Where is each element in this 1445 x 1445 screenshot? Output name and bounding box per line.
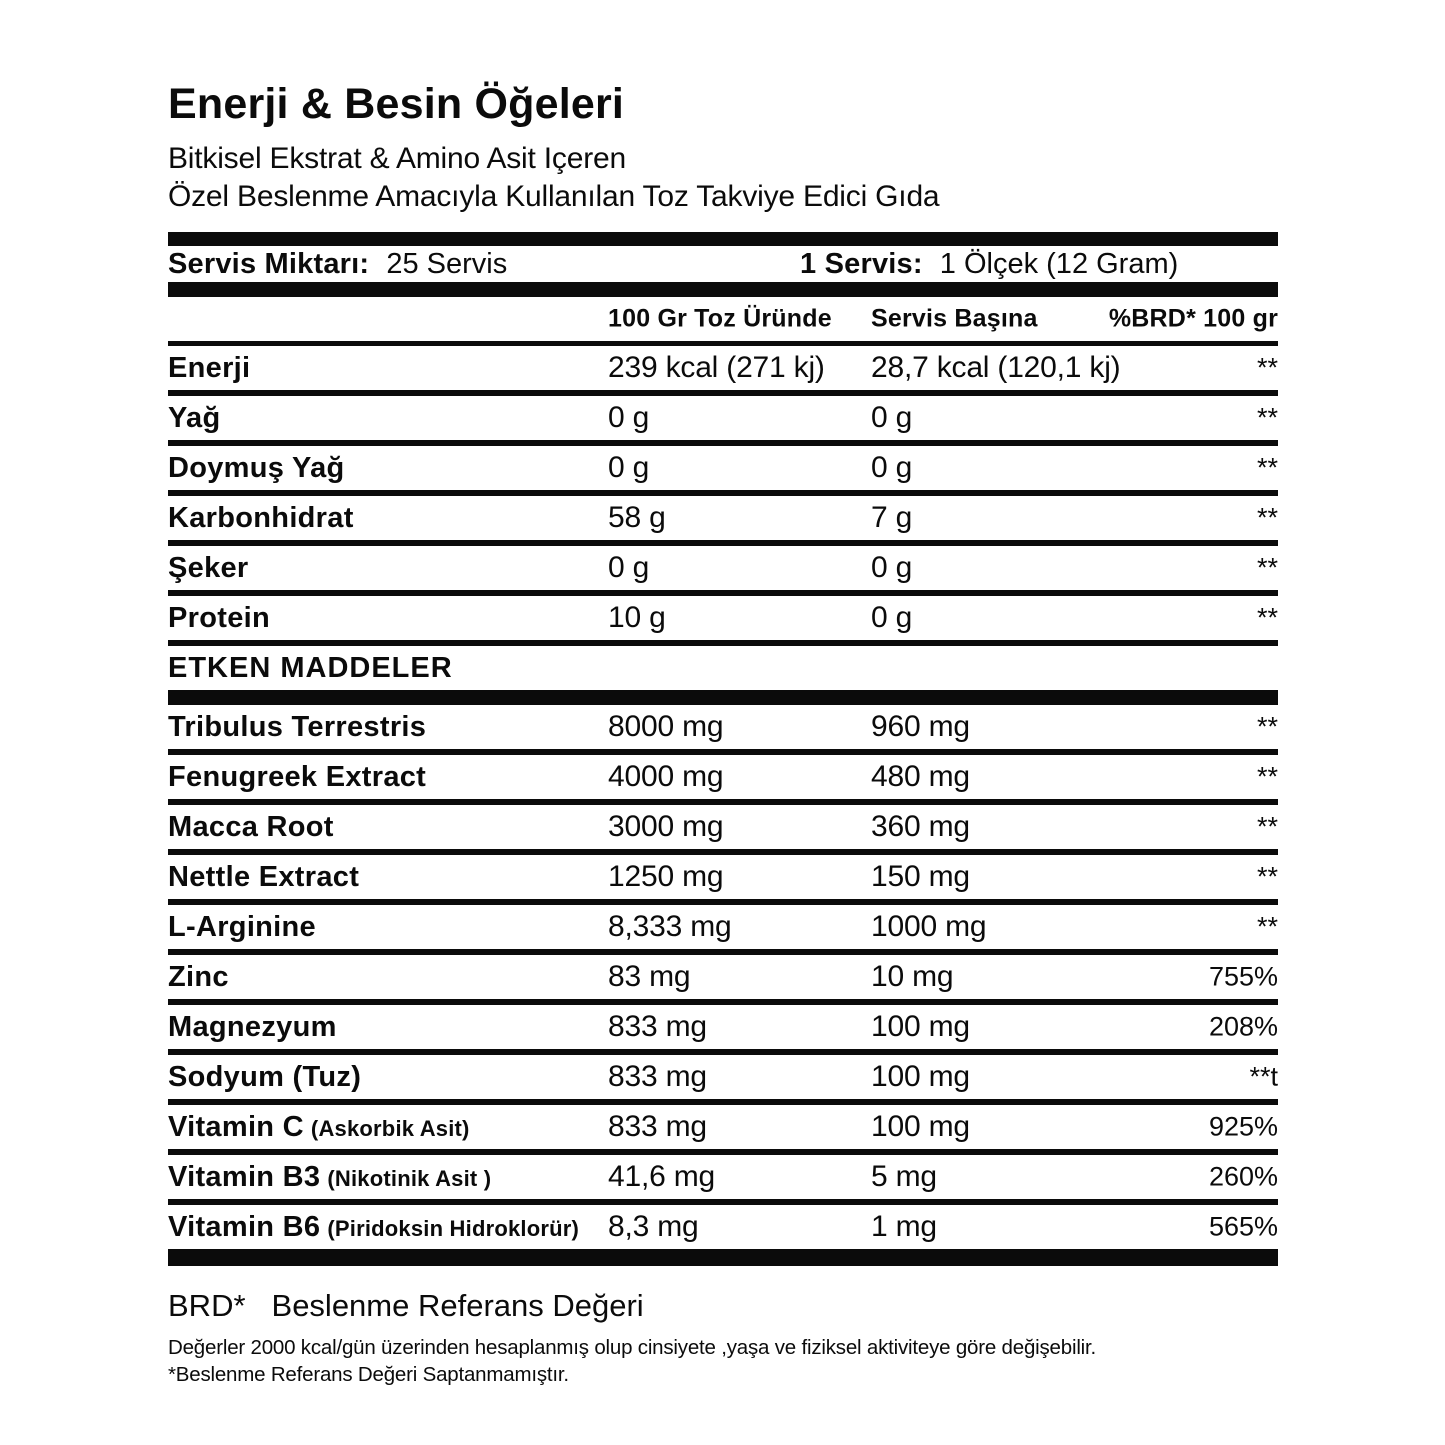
row-label: Vitamin C xyxy=(168,1110,304,1143)
row-label-cell xyxy=(168,711,433,744)
section-divider-bar xyxy=(168,690,1278,705)
row-brd-value: ** xyxy=(1256,911,1278,942)
row-label: Macca Root xyxy=(168,810,334,843)
row-label: Fenugreek Extract xyxy=(168,760,427,793)
row-label: Doymuş Yağ xyxy=(168,451,345,484)
table-row xyxy=(168,1105,1278,1149)
row-brd-value: 208% xyxy=(1208,1011,1278,1042)
row-per-serving-value: 480 mg xyxy=(871,760,970,793)
row-label-cell xyxy=(168,402,228,435)
row-brd-value: ** xyxy=(1256,552,1278,583)
row-per-serving-value: 5 mg xyxy=(871,1160,937,1193)
serving-count-group xyxy=(168,248,507,281)
nutrition-label xyxy=(168,0,1278,1388)
row-brd-value: ** xyxy=(1256,452,1278,483)
row-per-serving-value: 100 mg xyxy=(871,1110,970,1143)
row-brd-value: ** xyxy=(1256,402,1278,433)
row-per-100g-value: 8000 mg xyxy=(608,710,724,743)
row-per-100g-value: 3000 mg xyxy=(608,810,724,843)
row-brd-value: 925% xyxy=(1208,1111,1278,1142)
row-per-serving-value: 7 g xyxy=(871,501,913,534)
row-per-100g-value: 239 kcal (271 kj) xyxy=(608,351,825,384)
serving-count-value: 25 Servis xyxy=(386,247,508,280)
table-row xyxy=(168,396,1278,440)
table-row xyxy=(168,446,1278,490)
brd-definition xyxy=(168,1288,1278,1324)
row-label-cell xyxy=(168,861,366,894)
row-label-cell xyxy=(168,1161,491,1194)
row-label-cell xyxy=(168,1061,368,1094)
row-per-serving-value: 0 g xyxy=(871,551,913,584)
table-row xyxy=(168,705,1278,749)
row-per-100g-value: 833 mg xyxy=(608,1060,707,1093)
row-per-100g-value: 83 mg xyxy=(608,960,691,993)
table-body xyxy=(168,346,1278,1249)
serving-size-label: 1 Servis: xyxy=(800,247,923,280)
table-row xyxy=(168,646,1278,690)
row-label: Şeker xyxy=(168,551,249,584)
row-per-100g-value: 0 g xyxy=(608,451,650,484)
row-label: Tribulus Terrestris xyxy=(168,710,427,743)
row-label: Enerji xyxy=(168,351,251,384)
row-brd-value: 565% xyxy=(1208,1211,1278,1242)
row-label: Karbonhidrat xyxy=(168,501,354,534)
row-label: Nettle Extract xyxy=(168,860,360,893)
row-brd-value: 260% xyxy=(1208,1161,1278,1192)
brd-abbr: BRD* xyxy=(168,1288,246,1323)
row-label-cell xyxy=(168,761,433,794)
row-label: Vitamin B3 xyxy=(168,1160,321,1193)
table-row xyxy=(168,546,1278,590)
row-label-cell xyxy=(168,502,361,535)
row-label-cell xyxy=(168,552,256,585)
row-label-cell xyxy=(168,961,236,994)
row-per-serving-value: 960 mg xyxy=(871,710,970,743)
row-per-serving-value: 1000 mg xyxy=(871,910,987,943)
column-header-per-100g: 100 Gr Toz Üründe xyxy=(608,304,832,333)
row-per-100g-value: 0 g xyxy=(608,551,650,584)
row-label-cell xyxy=(168,452,352,485)
row-per-100g-value: 833 mg xyxy=(608,1110,707,1143)
footnote-daily-values: Değerler 2000 kcal/gün üzerinden hesaplanmış olup cinsiyete ,yaşa ve fiziksel aktiviteye göre değişebilir. xyxy=(168,1336,1097,1359)
row-label-cell xyxy=(168,911,323,944)
row-sublabel: (Nikotinik Asit ) xyxy=(327,1165,492,1191)
row-label-cell xyxy=(168,1011,344,1044)
table-row xyxy=(168,496,1278,540)
table-row xyxy=(168,1155,1278,1199)
subtitle-line-1: Bitkisel Ekstrat & Amino Asit Içeren xyxy=(168,142,626,175)
row-label-cell xyxy=(168,652,460,685)
table-row xyxy=(168,596,1278,640)
serving-info-row xyxy=(168,246,1278,282)
row-brd-value: ** xyxy=(1256,711,1278,742)
row-brd-value: ** xyxy=(1256,861,1278,892)
table-row xyxy=(168,805,1278,849)
row-per-serving-value: 150 mg xyxy=(871,860,970,893)
divider-bar-top xyxy=(168,232,1278,246)
row-label-cell xyxy=(168,1111,470,1144)
row-per-serving-value: 10 mg xyxy=(871,960,954,993)
row-label-cell xyxy=(168,602,277,635)
row-per-100g-value: 41,6 mg xyxy=(608,1160,715,1193)
table-row xyxy=(168,955,1278,999)
row-brd-value: ** xyxy=(1256,761,1278,792)
column-header-brd: %BRD* 100 gr xyxy=(1108,304,1278,333)
row-per-100g-value: 8,3 mg xyxy=(608,1210,699,1243)
footnote-no-reference: *Beslenme Referans Değeri Saptanmamıştır. xyxy=(168,1363,569,1386)
table-row xyxy=(168,1005,1278,1049)
table-row xyxy=(168,1055,1278,1099)
row-sublabel: (Askorbik Asit) xyxy=(310,1115,470,1141)
row-per-serving-value: 1 mg xyxy=(871,1210,937,1243)
row-brd-value: ** xyxy=(1256,602,1278,633)
row-label: Protein xyxy=(168,601,270,634)
serving-size-group xyxy=(800,248,1178,281)
table-header-row xyxy=(168,297,1278,341)
row-label: Zinc xyxy=(168,960,229,993)
row-per-serving-value: 100 mg xyxy=(871,1010,970,1043)
row-label-cell xyxy=(168,811,341,844)
row-brd-value: **t xyxy=(1249,1061,1278,1092)
row-label: Vitamin B6 xyxy=(168,1210,321,1243)
divider-bar-serving xyxy=(168,282,1278,297)
row-label: Magnezyum xyxy=(168,1010,337,1043)
row-per-serving-value: 0 g xyxy=(871,401,913,434)
row-brd-value: ** xyxy=(1256,352,1278,383)
table-row xyxy=(168,855,1278,899)
row-per-100g-value: 833 mg xyxy=(608,1010,707,1043)
column-header-per-serving: Servis Başına xyxy=(871,304,1038,333)
table-row xyxy=(168,346,1278,390)
row-per-serving-value: 0 g xyxy=(871,601,913,634)
row-label-cell xyxy=(168,1211,579,1244)
row-per-serving-value: 0 g xyxy=(871,451,913,484)
page-title: Enerji & Besin Öğeleri xyxy=(168,80,625,128)
row-brd-value: ** xyxy=(1256,502,1278,533)
row-label-cell xyxy=(168,352,257,385)
row-label: Sodyum (Tuz) xyxy=(168,1060,362,1093)
row-per-serving-value: 360 mg xyxy=(871,810,970,843)
row-label: Yağ xyxy=(168,401,221,434)
table-row xyxy=(168,905,1278,949)
row-sublabel: (Piridoksin Hidroklorür) xyxy=(327,1215,580,1241)
row-per-serving-value: 100 mg xyxy=(871,1060,970,1093)
subtitle-line-2: Özel Beslenme Amacıyla Kullanılan Toz Takviye Edici Gıda xyxy=(168,180,940,213)
row-per-serving-value: 28,7 kcal (120,1 kj) xyxy=(871,351,1121,384)
row-per-100g-value: 58 g xyxy=(608,501,666,534)
row-per-100g-value: 0 g xyxy=(608,401,650,434)
row-per-100g-value: 8,333 mg xyxy=(608,910,732,943)
table-row xyxy=(168,755,1278,799)
divider-bar-bottom xyxy=(168,1249,1278,1266)
row-per-100g-value: 1250 mg xyxy=(608,860,724,893)
row-brd-value: ** xyxy=(1256,811,1278,842)
table-row xyxy=(168,1205,1278,1249)
row-brd-value: 755% xyxy=(1208,961,1278,992)
row-per-100g-value: 10 g xyxy=(608,601,666,634)
row-per-100g-value: 4000 mg xyxy=(608,760,724,793)
serving-count-label: Servis Miktarı: xyxy=(168,247,370,280)
row-label: ETKEN MADDELER xyxy=(168,651,453,684)
serving-size-value: 1 Ölçek (12 Gram) xyxy=(939,247,1179,280)
brd-title: Beslenme Referans Değeri xyxy=(271,1288,644,1323)
row-label: L-Arginine xyxy=(168,910,316,943)
